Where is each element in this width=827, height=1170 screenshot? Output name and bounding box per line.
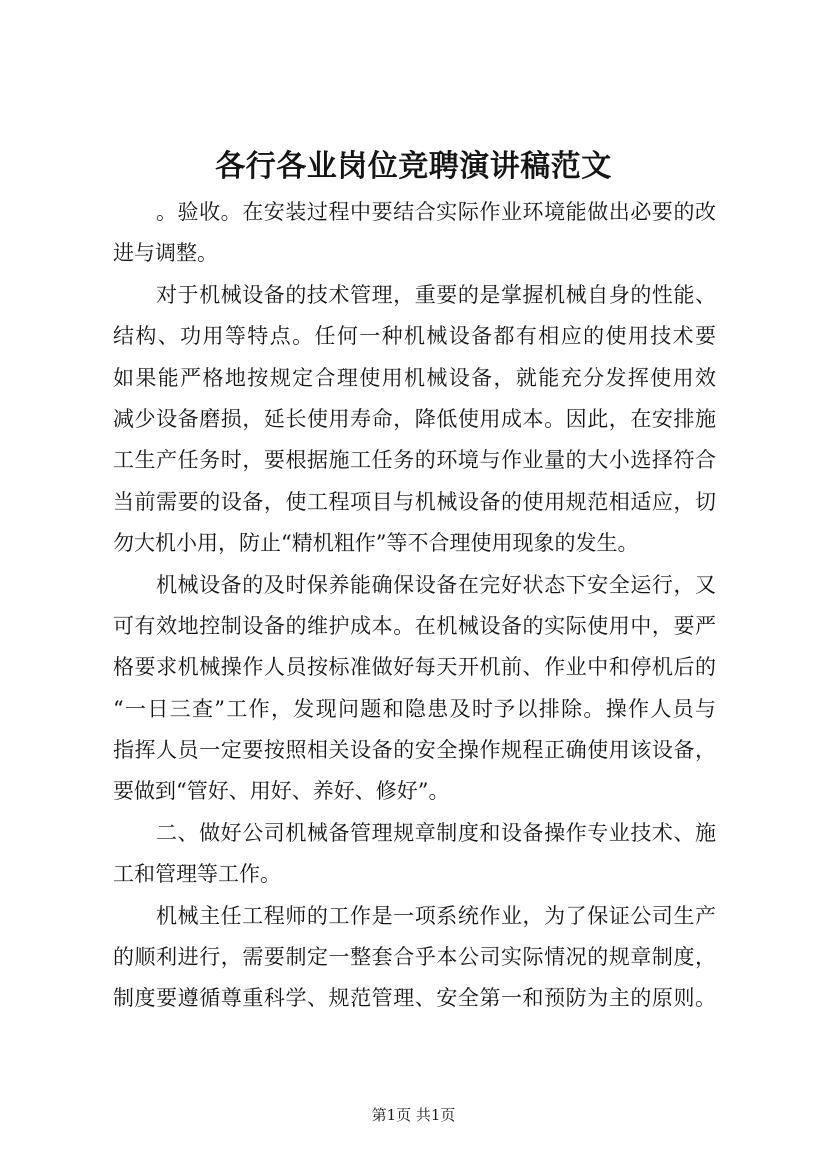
text-line: 机械主任工程师的工作是一项系统作业，为了保证公司生产 — [156, 903, 716, 928]
paragraph — [113, 565, 716, 813]
text-line: 。验收。在安装过程中要结合实际作业环境能做出必要的改 — [156, 200, 716, 224]
text-line: 机械设备的及时保养能确保设备在完好状态下安全运行，又 — [156, 572, 716, 597]
text-line: 对于机械设备的技术管理，重要的是掌握机械自身的性能、 — [156, 282, 716, 307]
text-line: 进与调整。 — [113, 241, 218, 266]
text-line: 如果能严格地按规定合理使用机械设备，就能充分发挥使用效 — [113, 365, 716, 390]
text-line: 工和管理等工作。 — [113, 862, 281, 887]
text-line: 格要求机械操作人员按标准做好每天开机前、作业中和停机后的 — [113, 655, 716, 680]
text-line: 制度要遵循尊重科学、规范管理、安全第一和预防为主的原则。 — [113, 986, 716, 1011]
paragraph — [113, 896, 716, 1020]
text-line: 结构、功用等特点。任何一种机械设备都有相应的使用技术要 — [113, 324, 716, 349]
paragraph — [113, 275, 716, 565]
text-line: 工生产任务时，要根据施工任务的环境与作业量的大小选择符合 — [113, 448, 716, 473]
paragraph — [113, 813, 716, 896]
text-line: 要做到“管好、用好、养好、修好”。 — [113, 779, 450, 804]
text-line: 二、做好公司机械备管理规章制度和设备操作专业技术、施 — [156, 820, 716, 845]
text-line: 减少设备磨损，延长使用寿命，降低使用成本。因此，在安排施 — [113, 406, 716, 431]
paragraph — [113, 192, 716, 275]
text-line: 的顺利进行，需要制定一整套合乎本公司实际情况的规章制度， — [113, 945, 716, 970]
document-body — [113, 192, 716, 1020]
page-number-footer: 第1页 共1页 — [371, 1106, 456, 1124]
text-line: 可有效地控制设备的维护成本。在机械设备的实际使用中，要严 — [113, 613, 716, 638]
text-line: 当前需要的设备，使工程项目与机械设备的使用规范相适应，切 — [113, 489, 716, 514]
text-line: “一日三查”工作，发现问题和隐患及时予以排除。操作人员与 — [113, 696, 716, 721]
text-line: 勿大机小用，防止“精机粗作”等不合理使用现象的发生。 — [113, 531, 639, 556]
document-title: 各行各业岗位竞聘演讲稿范文 — [215, 149, 612, 184]
text-line: 指挥人员一定要按照相关设备的安全操作规程正确使用该设备， — [113, 738, 716, 763]
